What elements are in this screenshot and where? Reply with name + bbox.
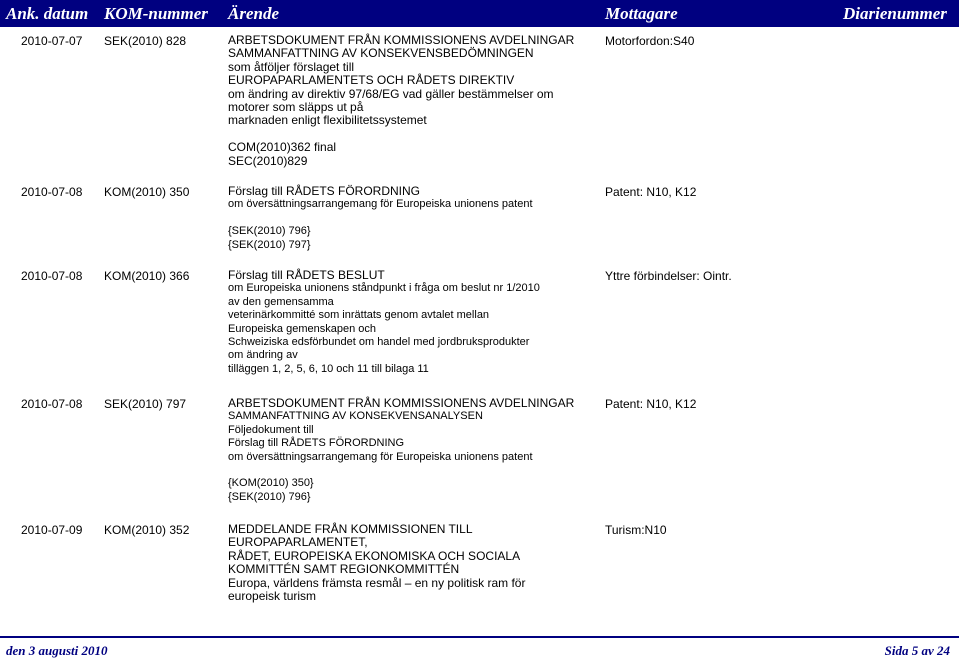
arende-line: KOMMITTÉN SAMT REGIONKOMMITTÉN (228, 562, 460, 577)
arende-line: motorer som släpps ut på (228, 99, 364, 114)
arende-line: Förslag till RÅDETS BESLUT (228, 268, 385, 282)
row-mottagare: Motorfordon:S40 (605, 34, 695, 48)
blank-line (228, 212, 533, 225)
arende-line: SAMMANFATTNING AV KONSEKVENSANALYSEN (228, 410, 483, 423)
row-arende (228, 185, 533, 252)
arende-line: EUROPAPARLAMENTETS OCH RÅDETS DIREKTIV (228, 73, 515, 88)
arende-line: ARBETSDOKUMENT FRÅN KOMMISSIONENS AVDELNINGAR (228, 33, 575, 47)
row-date: 2010-07-07 (21, 34, 83, 48)
footer-divider (0, 636, 959, 638)
arende-line: om ändring av direktiv 97/68/EG vad gäller bestämmelser om (228, 86, 554, 101)
arende-line: Förslag till RÅDETS FÖRORDNING (228, 437, 405, 450)
arende-line: {KOM(2010) 350} (228, 477, 314, 490)
arende-line: om översättningsarrangemang för Europeiska unionens patent (228, 450, 533, 463)
arende-line: RÅDET, EUROPEISKA EKONOMISKA OCH SOCIALA (228, 548, 521, 563)
arende-line: av den gemensamma (228, 295, 334, 308)
header-diarienummer: Diarienummer (843, 4, 947, 23)
arende-line: veterinärkommitté som inrättats genom avtalet mellan (228, 309, 490, 322)
header-date: Ank. datum (6, 4, 89, 23)
arende-line: ARBETSDOKUMENT FRÅN KOMMISSIONENS AVDELNINGAR (228, 396, 575, 410)
arende-line: Europa, världens främsta resmål – en ny politisk ram för (228, 575, 526, 590)
row-date: 2010-07-09 (21, 523, 83, 537)
footer-page-number: Sida 5 av 24 (884, 643, 950, 658)
arende-line: Följedokument till (228, 423, 314, 436)
table-header (0, 0, 959, 27)
arende-line: tilläggen 1, 2, 5, 6, 10 och 11 till bilaga 11 (228, 362, 429, 375)
header-arende: Ärende (228, 4, 279, 23)
arende-line: om Europeiska unionens ståndpunkt i fråga om beslut nr 1/2010 (228, 282, 540, 295)
arende-line: {SEK(2010) 796} (228, 490, 311, 503)
arende-line: Europeiska gemenskapen och (228, 322, 376, 335)
arende-line: COM(2010)362 final (228, 140, 337, 155)
row-arende (228, 269, 540, 376)
arende-line: om ändring av (228, 349, 298, 362)
row-mottagare: Turism:N10 (605, 523, 667, 537)
arende-line: {SEK(2010) 796} (228, 225, 311, 238)
footer-date: den 3 augusti 2010 (6, 643, 108, 658)
row-date: 2010-07-08 (21, 269, 83, 283)
row-mottagare: Patent: N10, K12 (605, 397, 697, 411)
row-kom-nummer: KOM(2010) 366 (104, 269, 190, 283)
blank-line (228, 128, 574, 141)
arende-line: SAMMANFATTNING AV KONSEKVENSBEDÖMNINGEN (228, 46, 534, 61)
row-mottagare: Patent: N10, K12 (605, 185, 697, 199)
arende-line: EUROPAPARLAMENTET, (228, 535, 368, 550)
arende-line: {SEK(2010) 797} (228, 238, 311, 251)
arende-line: Förslag till RÅDETS FÖRORDNING (228, 184, 421, 198)
row-arende (228, 34, 574, 168)
row-kom-nummer: KOM(2010) 352 (104, 523, 190, 537)
row-kom-nummer: SEK(2010) 828 (104, 34, 187, 48)
row-arende (228, 397, 574, 504)
row-mottagare: Yttre förbindelser: Ointr. (605, 269, 732, 283)
arende-line: MEDDELANDE FRÅN KOMMISSIONEN TILL (228, 522, 473, 536)
arende-line: som åtföljer förslaget till (228, 59, 355, 74)
arende-line: marknaden enligt flexibilitetssystemet (228, 113, 427, 128)
arende-line: om översättningsarrangemang för Europeiska unionens patent (228, 198, 533, 211)
row-kom-nummer: SEK(2010) 797 (104, 397, 187, 411)
header-mottagare: Mottagare (605, 4, 678, 23)
row-arende (228, 523, 525, 603)
row-kom-nummer: KOM(2010) 350 (104, 185, 190, 199)
arende-line: SEC(2010)829 (228, 153, 308, 168)
header-kom-nummer: KOM-nummer (104, 4, 208, 23)
arende-line: europeisk turism (228, 588, 317, 603)
blank-line (228, 464, 574, 477)
row-date: 2010-07-08 (21, 185, 83, 199)
arende-line: Schweiziska edsförbundet om handel med jordbruksprodukter (228, 335, 530, 348)
row-date: 2010-07-08 (21, 397, 83, 411)
